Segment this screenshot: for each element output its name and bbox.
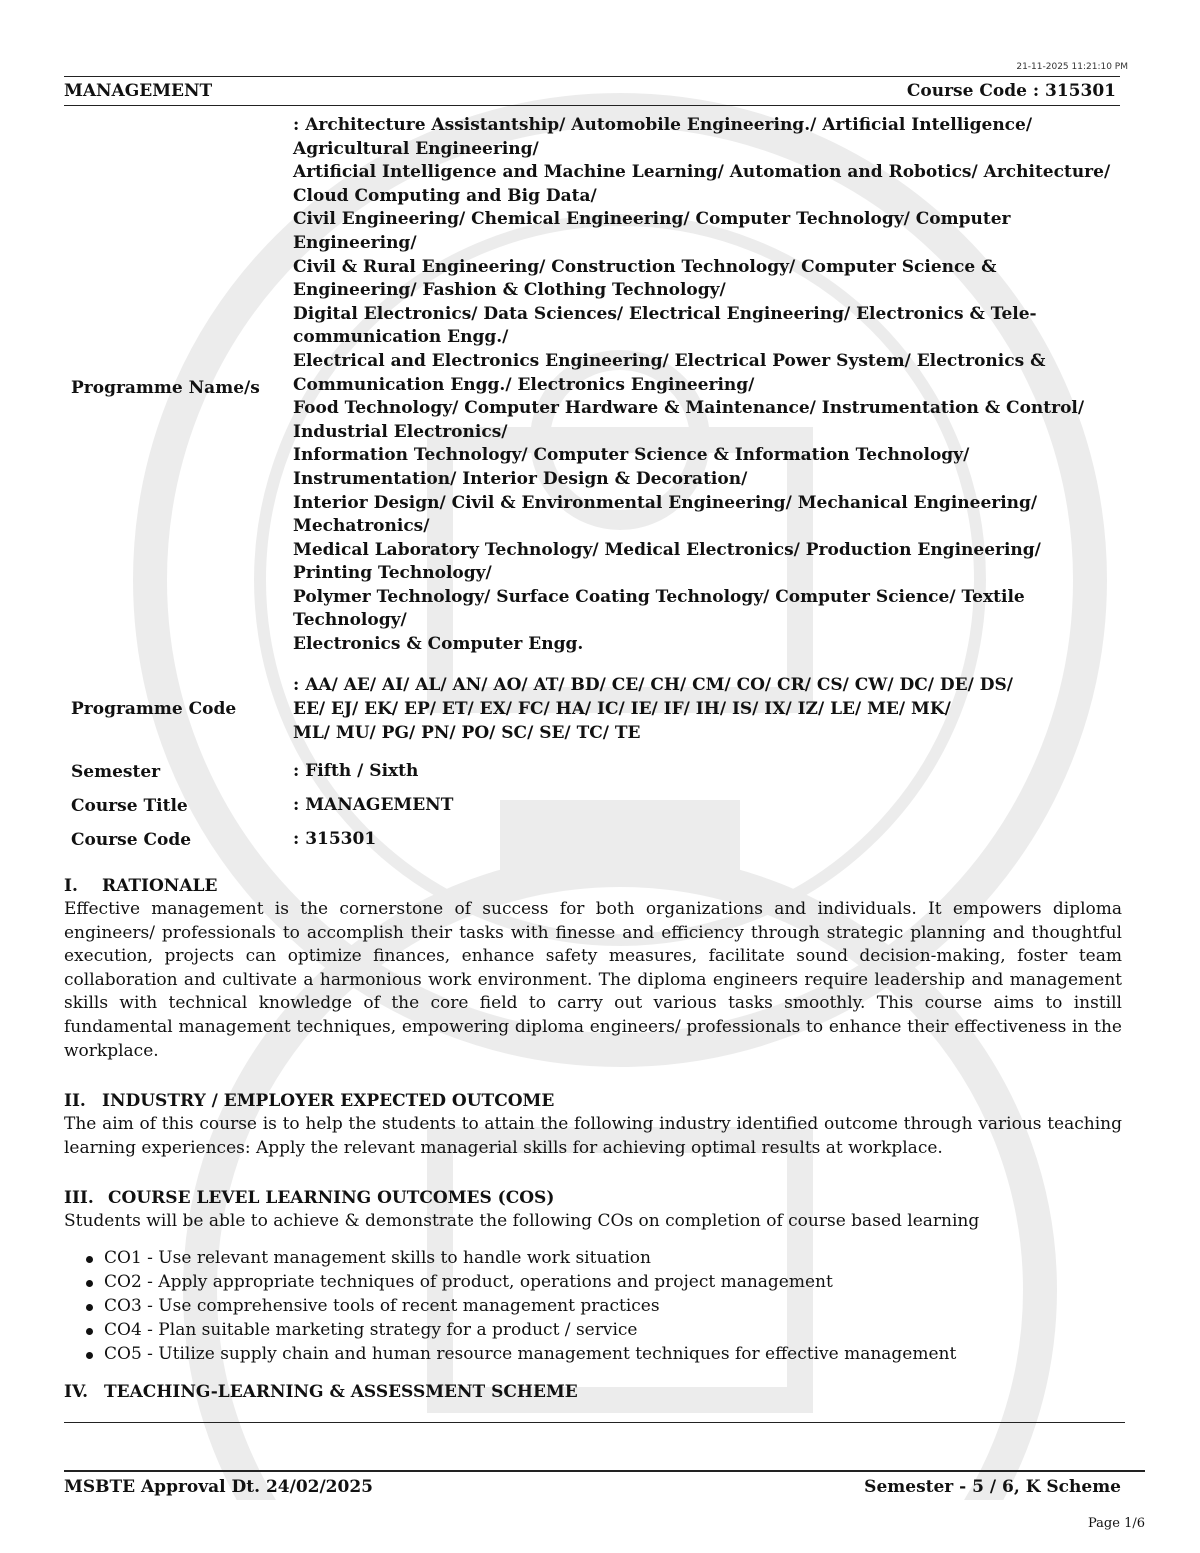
programme-name-line: Instrumentation/ Interior Design & Decoration/ (293, 468, 748, 489)
page-footer (64, 1470, 1145, 1502)
course-outcome-item: CO1 - Use relevant management skills to handle work situation (86, 1246, 1122, 1270)
programme-name-line: Civil Engineering/ Chemical Engineering/ Computer Technology/ Computer (293, 209, 1011, 230)
section-divider (64, 1422, 1125, 1423)
programme-name-line: Electrical and Electronics Engineering/ Electrical Power System/ Electronics & (293, 350, 1046, 371)
programme-name-line: Electronics & Computer Engg. (293, 634, 584, 655)
industry-outcome-text: The aim of this course is to help the students to attain the following industry identified outcome through various teaching learning experiences: Apply the relevant managerial skills for achieving optimal results at workplace. (64, 1114, 1122, 1158)
course-title-label: Course Title (71, 795, 188, 816)
course-outcomes-intro: Students will be able to achieve & demonstrate the following COs on completion of course based learning (64, 1211, 980, 1232)
programme-name-line: Food Technology/ Computer Hardware & Maintenance/ Instrumentation & Control/ (293, 398, 1085, 419)
section-title: RATIONALE (102, 876, 218, 896)
programme-name-line: Printing Technology/ (293, 563, 492, 584)
programme-name-line: Cloud Computing and Big Data/ (293, 185, 597, 206)
course-outcomes-list (64, 1246, 1122, 1366)
programme-code-row (64, 663, 1144, 755)
programme-name-line: Interior Design/ Civil & Environmental Engineering/ Mechanical Engineering/ (293, 492, 1038, 513)
header-course-code: Course Code : 315301 (906, 81, 1116, 101)
programme-code-line: ML/ MU/ PG/ PN/ PO/ SC/ SE/ TC/ TE (293, 722, 641, 743)
section-number: I. (64, 876, 78, 896)
programme-code-value (293, 663, 1144, 755)
programme-name-line: Mechatronics/ (293, 516, 430, 537)
section-industry-outcome (64, 1089, 1122, 1160)
semester-value: : Fifth / Sixth (293, 760, 419, 781)
programme-name-line: Industrial Electronics/ (293, 421, 508, 442)
programme-name-line: Engineering/ (293, 232, 417, 253)
programme-name-line: Information Technology/ Computer Science & Information Technology/ (293, 445, 970, 466)
programme-name-line: Engineering/ Fashion & Clothing Technology/ (293, 280, 726, 301)
course-sections (64, 874, 1122, 1404)
course-title-row (64, 789, 1144, 823)
course-code-value: : 315301 (293, 828, 377, 849)
programme-name-line: Communication Engg./ Electronics Engineering/ (293, 374, 755, 395)
course-outcome-item: CO3 - Use comprehensive tools of recent management practices (86, 1294, 1122, 1318)
section-rationale (64, 874, 1122, 1063)
programme-code-line: EE/ EJ/ EK/ EP/ ET/ EX/ FC/ HA/ IC/ IE/ IF/ IH/ IS/ IX/ IZ/ LE/ ME/ MK/ (293, 698, 951, 719)
programme-name-line: Digital Electronics/ Data Sciences/ Electrical Engineering/ Electronics & Tele- (293, 303, 1037, 324)
header-course-name: MANAGEMENT (64, 81, 213, 101)
section-title: TEACHING-LEARNING & ASSESSMENT SCHEME (104, 1381, 578, 1402)
section-title: COURSE LEVEL LEARNING OUTCOMES (COS) (108, 1188, 555, 1209)
section-number: III. (64, 1188, 94, 1209)
course-outcomes-heading (64, 1186, 1122, 1210)
section-course-outcomes (64, 1186, 1122, 1366)
course-code-label: Course Code (71, 829, 192, 850)
programme-name-line: Polymer Technology/ Surface Coating Technology/ Computer Science/ Textile (293, 586, 1025, 607)
section-teaching-scheme (64, 1380, 1122, 1404)
programme-names-row (64, 114, 1144, 663)
rationale-heading (64, 874, 1122, 898)
semester-row (64, 755, 1144, 789)
programme-name-line: Technology/ (293, 610, 407, 631)
programme-code-line: : AA/ AE/ AI/ AL/ AN/ AO/ AT/ BD/ CE/ CH/ CM/ CO/ CR/ CS/ CW/ DC/ DE/ DS/ (293, 674, 1013, 695)
programme-code-label: Programme Code (71, 698, 237, 719)
semester-label: Semester (71, 761, 161, 782)
course-outcome-item: CO2 - Apply appropriate techniques of product, operations and project management (86, 1270, 1122, 1294)
course-outcome-item: CO4 - Plan suitable marketing strategy for a product / service (86, 1318, 1122, 1342)
print-timestamp: 21-11-2025 11:21:10 PM (1016, 62, 1128, 72)
page-number: Page 1/6 (1088, 1516, 1145, 1531)
footer-approval-date: MSBTE Approval Dt. 24/02/2025 (64, 1477, 373, 1497)
course-info-table (64, 114, 1144, 857)
footer-semester-scheme: Semester - 5 / 6, K Scheme (864, 1477, 1121, 1497)
section-number: II. (64, 1091, 86, 1112)
teaching-scheme-heading (64, 1380, 1122, 1404)
programme-names-value (293, 114, 1144, 663)
programme-names-label: Programme Name/s (71, 378, 260, 399)
section-title: INDUSTRY / EMPLOYER EXPECTED OUTCOME (102, 1091, 555, 1112)
course-outcome-item: CO5 - Utilize supply chain and human resource management techniques for effective management (86, 1342, 1122, 1366)
rationale-text: Effective management is the cornerstone of success for both organizations and individuals. It empowers diploma engineers/ professionals to accomplish their tasks with finesse and efficiency through strategic planning and thoughtful execution, projects can optimize finances, enhance safety measures, facilitate sound decision-making, foster team collaboration and cultivate a harmonious work environment. The diploma engineers require leadership and management skills with technical knowledge of the core field to carry out various tasks smoothly. This course aims to instill fundamental management techniques, empowering diploma engineers/ professionals to enhance their effectiveness in the workplace. (64, 899, 1122, 1061)
section-number: IV. (64, 1381, 89, 1402)
page-header (64, 76, 1120, 106)
programme-name-line: Artificial Intelligence and Machine Learning/ Automation and Robotics/ Architecture/ (293, 162, 1111, 183)
programme-name-line: : Architecture Assistantship/ Automobile Engineering./ Artificial Intelligence/ (293, 115, 1033, 135)
programme-name-line: Civil & Rural Engineering/ Construction Technology/ Computer Science & (293, 256, 997, 277)
industry-outcome-heading (64, 1089, 1122, 1113)
programme-name-line: Medical Laboratory Technology/ Medical Electronics/ Production Engineering/ (293, 539, 1041, 560)
course-title-value: : MANAGEMENT (293, 794, 454, 815)
programme-name-line: communication Engg./ (293, 327, 509, 348)
programme-name-line: Agricultural Engineering/ (293, 138, 539, 159)
course-code-row (64, 823, 1144, 857)
